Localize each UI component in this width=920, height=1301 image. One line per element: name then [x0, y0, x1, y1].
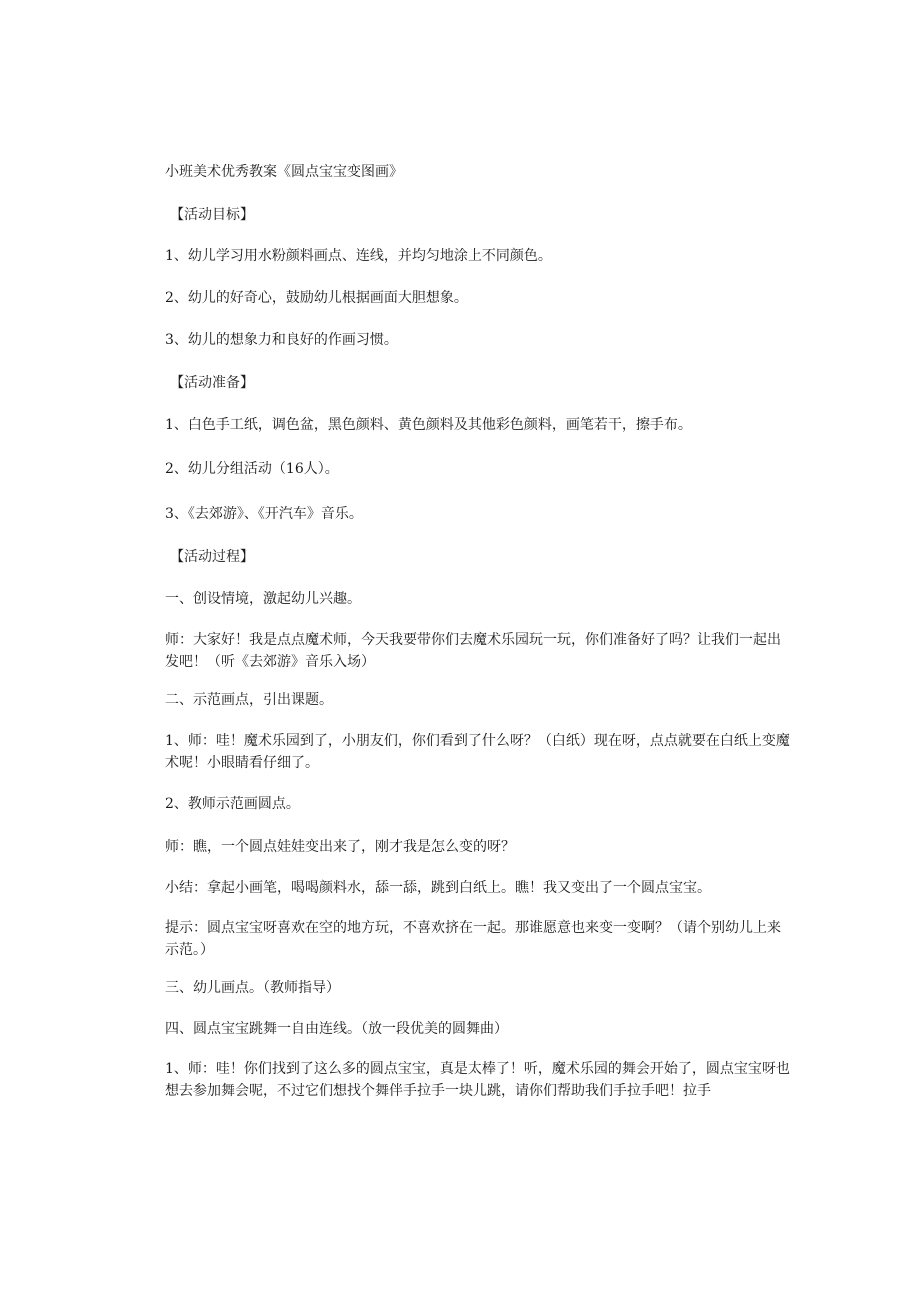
paragraph: 2、幼儿的好奇心，鼓励幼儿根据画面大胆想象。	[165, 290, 468, 306]
paragraph: 1、白色手工纸，调色盆，黑色颜料、黄色颜料及其他彩色颜料，画笔若干，擦手布。	[165, 417, 692, 433]
paragraph: 小结：拿起小画笔，喝喝颜料水，舔一舔，跳到白纸上。瞧！我又变出了一个圆点宝宝。	[165, 880, 711, 896]
document-title: 小班美术优秀教案《圆点宝宝变图画》	[165, 164, 403, 180]
paragraph: 1、师：哇！你们找到了这么多的圆点宝宝，真是太棒了！听，魔术乐园的舞会开始了，圆点宝宝呀也想去参加舞会呢，不过它们想找个舞伴手拉手一块儿跳，请你们帮助我们手拉手吧！拉手	[165, 1061, 790, 1099]
paragraph: 2、幼儿分组活动（16人）。	[165, 461, 339, 477]
paragraph: 3、《去郊游》、《开汽车》音乐。	[165, 506, 363, 522]
paragraph: 四、圆点宝宝跳舞一自由连线。（放一段优美的圆舞曲）	[165, 1021, 508, 1037]
paragraph: 2、教师示范画圆点。	[165, 796, 300, 812]
section-heading-goals: 【活动目标】	[170, 207, 254, 223]
paragraph: 三、幼儿画点。（教师指导）	[165, 980, 340, 996]
section-heading-preparation: 【活动准备】	[170, 375, 254, 391]
paragraph: 提示：圆点宝宝呀喜欢在空的地方玩，不喜欢挤在一起。那谁愿意也来变一变啊？（请个别幼儿上来示范。）	[165, 920, 781, 958]
paragraph: 3、幼儿的想象力和良好的作画习惯。	[165, 332, 398, 348]
paragraph: 二、示范画点，引出课题。	[165, 692, 333, 708]
paragraph: 1、师：哇！魔术乐园到了，小朋友们，你们看到了什么呀？（白纸）现在呀，点点就要在白纸上变魔术呢！小眼睛看仔细了。	[165, 733, 790, 771]
paragraph: 师：大家好！我是点点魔术师，今天我要带你们去魔术乐园玩一玩，你们准备好了吗？让我们一起出发吧！（听《去郊游》音乐入场）	[165, 632, 781, 670]
paragraph: 1、幼儿学习用水粉颜料画点、连线，并均匀地涂上不同颜色。	[165, 248, 552, 264]
paragraph: 一、创设情境，激起幼儿兴趣。	[165, 591, 361, 607]
section-heading-process: 【活动过程】	[170, 549, 254, 565]
paragraph: 师：瞧，一个圆点娃娃变出来了，刚才我是怎么变的呀？	[165, 839, 515, 855]
